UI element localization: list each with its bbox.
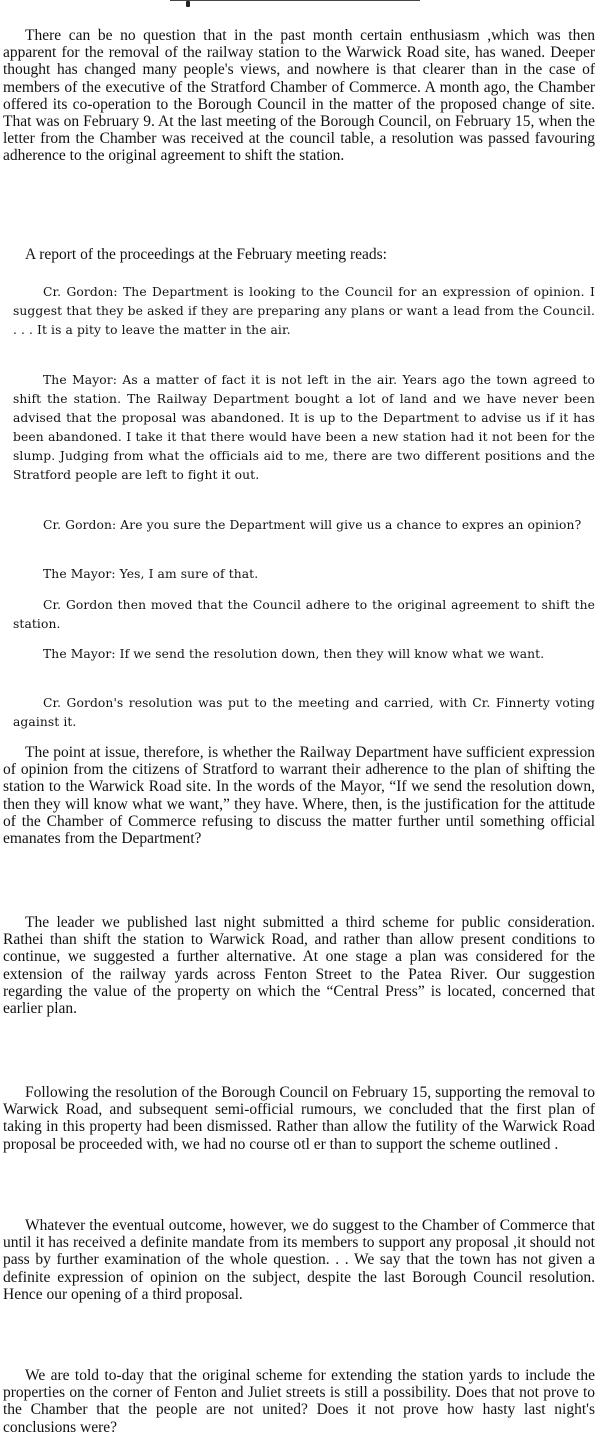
ink-mark <box>186 1 190 7</box>
paragraph-point-at-issue: The point at issue, therefore, is whether the Railway Department have sufficient expression of opinion from the citizens of Stratford to warrant their adherence to the plan of shifting the station to the Warwick Road site. In the words of the Mayor, “If we send the resolution down, then they will know what we want,” they have. Where, then, is the justification for the attitude of the Chamber of Commerce refusing to discuss the matter further until something official emanates from the Department? <box>3 744 595 848</box>
paragraph-whatever-outcome: Whatever the eventual outcome, however, we do suggest to the Chamber of Commerce that until it has received a definite mandate from its members to support any proposal ,it should not pass by further examination of the whole question. . . We say that the town has not given a definite expression of opinion on the subject, despite the last Borough Council resolution. Hence our opening of a third proposal. <box>3 1217 595 1303</box>
paragraph-intro: There can be no question that in the past month certain enthusiasm ,which was then apparent for the removal of the railway station to the Warwick Road site, has waned. Deeper thought has changed many people's views, and nowhere is that clearer than in the case of members of the executive of the Stratford Chamber of Commerce. A month ago, the Chamber offered its co-operation to the Borough Council in the matter of the proposed change of site. That was on February 9. At the last meeting of the Borough Council, on February 15, when the letter from the Chamber was received at the council table, a resolution was passed favouring adherence to the original agreement to shift the station. <box>3 27 595 165</box>
quote-gordon-1: Cr. Gordon: The Department is looking to the Council for an expression of opinion. I suggest that they be asked if they are preparing any plans or want a lead from the Council. . . . It is a pity to leave the matter in the air. <box>13 285 595 338</box>
quote-mayor-2: The Mayor: Yes, I am sure of that. <box>43 567 259 581</box>
paragraph-report-lead: A report of the proceedings at the February meeting reads: <box>25 246 387 263</box>
paragraph-following-resolution: Following the resolution of the Borough Council on February 15, supporting the removal to Warwick Road, and subsequent semi-official rumours, we concluded that the first plan of taking in this property had been dismissed. Rather than allow the futility of the Warwick Road proposal be proceeded with, we had no course otl er than to support the scheme outlined . <box>3 1084 595 1153</box>
paragraph-told-today: We are told to-day that the original scheme for extending the station yards to include the properties on the corner of Fenton and Juliet streets is still a possibility. Does that not prove to the Chamber that the people are not united? Does it not prove how hasty last night's conclusions were? <box>3 1367 595 1436</box>
quote-gordon-2: Cr. Gordon: Are you sure the Department will give us a chance to expres an opinion? <box>43 518 582 532</box>
quote-mayor-1: The Mayor: As a matter of fact it is not left in the air. Years ago the town agreed to shift the station. The Railway Department bought a lot of land and we have never been advised that the proposal was abandoned. It is up to the Department to advise us if it has been abandoned. I take it that there would have been a new station had it not been for the slump. Judging from what the officials aid to me, there are two different positions and the Stratford people are left to fight it out. <box>13 373 595 483</box>
paragraph-third-scheme: The leader we published last night submitted a third scheme for public consideration. Rathei than shift the station to Warwick Road, and rather than allow present conditions to continue, we suggested a further alternative. At one stage a plan was considered for the extension of the railway yards across Fenton Street to the Patea River. Our suggestion regarding the value of the property on which the “Central Press” is located, concerned that earlier plan. <box>3 914 595 1018</box>
header-rule <box>170 0 420 1</box>
quote-motion: Cr. Gordon then moved that the Council adhere to the original agreement to shift the station. <box>13 598 595 632</box>
quote-mayor-3: The Mayor: If we send the resolution down, then they will know what we want. <box>43 647 545 661</box>
quote-resolution: Cr. Gordon's resolution was put to the meeting and carried, with Cr. Finnerty voting against it. <box>13 696 595 730</box>
